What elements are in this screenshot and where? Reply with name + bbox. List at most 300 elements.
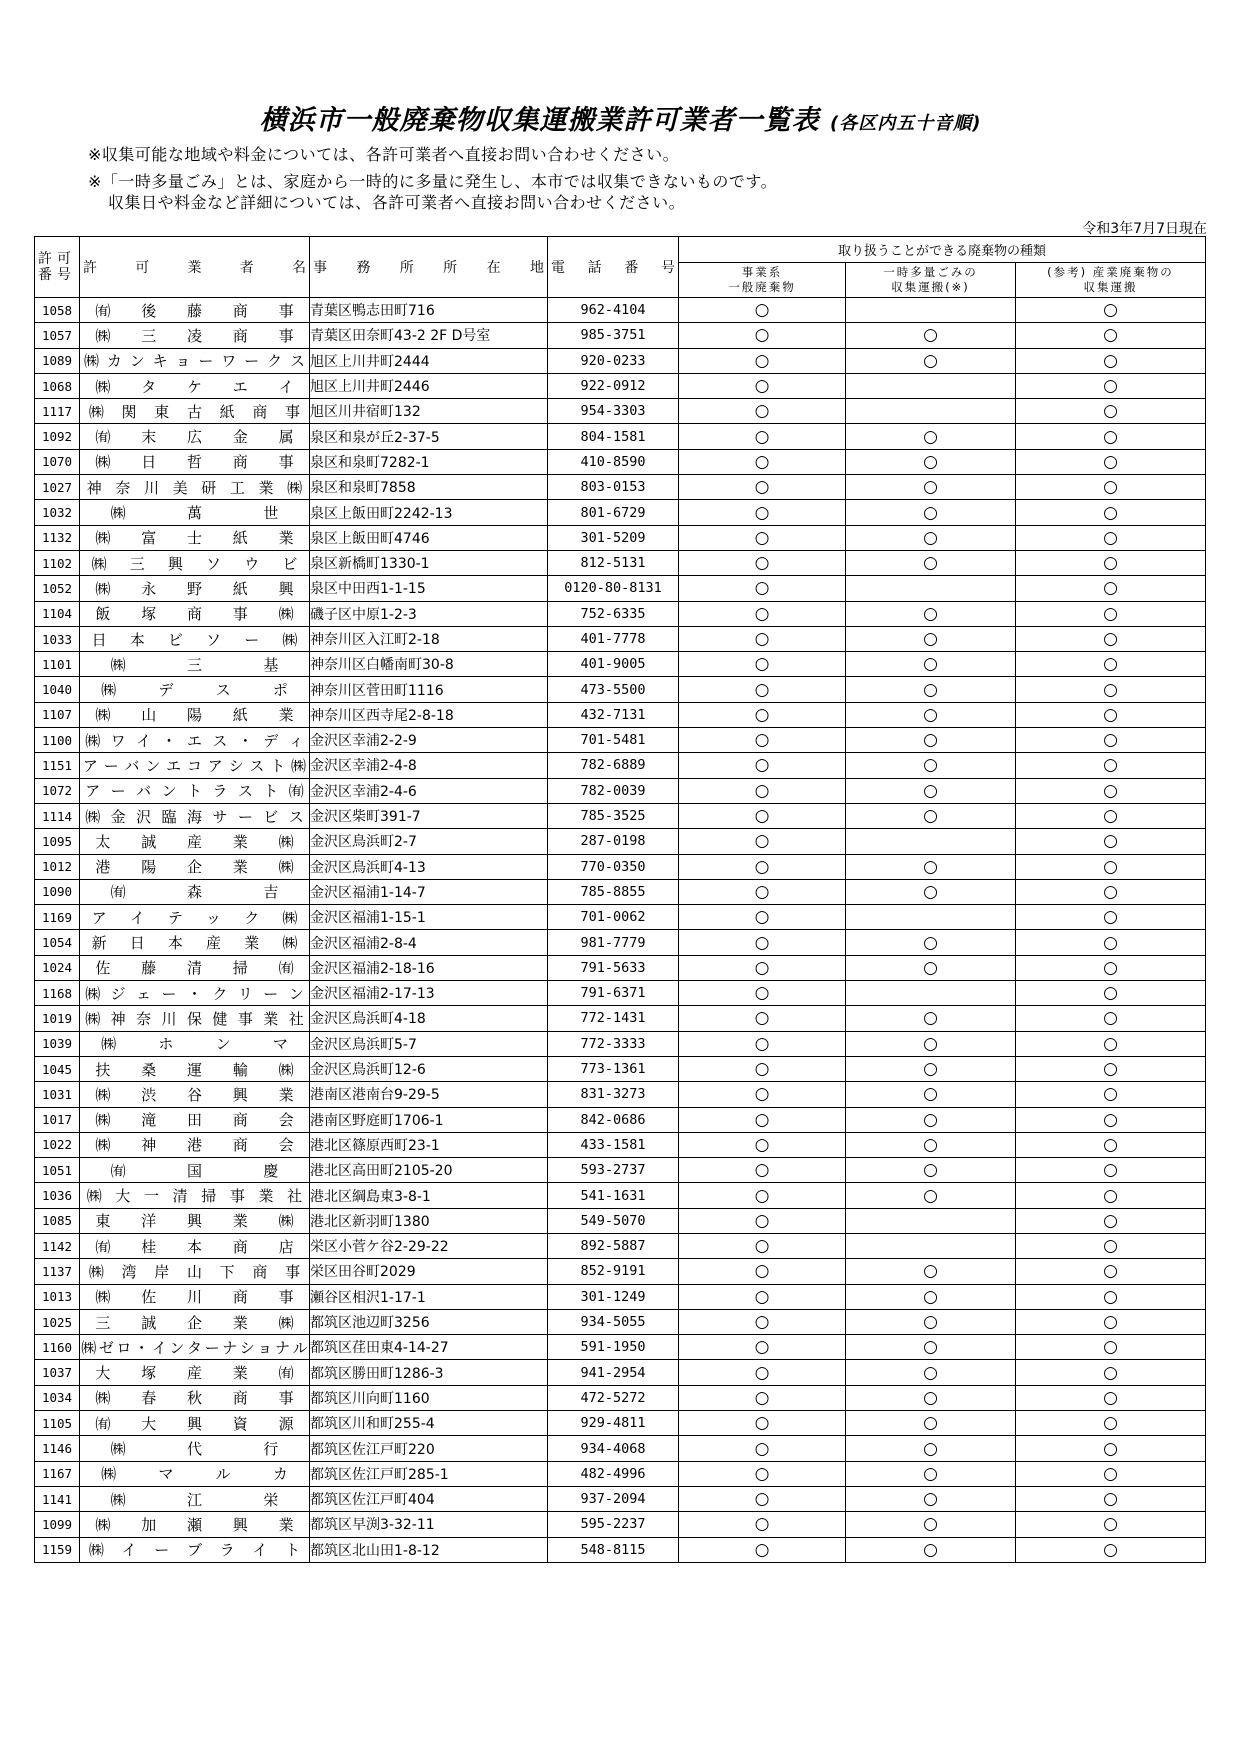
waste-type-mark-k3: ○ <box>1016 677 1206 702</box>
permit-number: 1031 <box>35 1082 80 1107</box>
phone-number: 962-4104 <box>548 298 679 323</box>
waste-type-mark-k3: ○ <box>1016 348 1206 373</box>
waste-type-mark-k3: ○ <box>1016 905 1206 930</box>
waste-type-mark-k1: ○ <box>679 1132 846 1157</box>
title-sub: (各区内五十音順) <box>829 113 982 134</box>
waste-type-mark-k3: ○ <box>1016 550 1206 575</box>
waste-type-mark-k1: ○ <box>679 1107 846 1132</box>
waste-type-mark-k1: ○ <box>679 1537 846 1562</box>
phone-number: 591-1950 <box>548 1335 679 1360</box>
table-row <box>35 879 1206 904</box>
note-3: 収集日や料金など詳細については、各許可業者へ直接お問い合わせください。 <box>108 193 686 212</box>
table-row <box>35 626 1206 651</box>
waste-type-mark-k2: ○ <box>846 753 1016 778</box>
waste-type-mark-k1: ○ <box>679 1208 846 1233</box>
waste-type-mark-k2: ○ <box>846 1132 1016 1157</box>
permit-number: 1085 <box>35 1208 80 1233</box>
waste-type-mark-k3: ○ <box>1016 1385 1206 1410</box>
waste-type-mark-k1: ○ <box>679 981 846 1006</box>
phone-number: 920-0233 <box>548 348 679 373</box>
licensee-name-text: 港 陽 企 業 ㈱ <box>95 858 294 877</box>
licensee-name-text: 太 誠 産 業 ㈱ <box>95 832 294 851</box>
waste-type-mark-k3: ○ <box>1016 323 1206 348</box>
waste-type-mark-k1: ○ <box>679 1486 846 1511</box>
waste-type-mark-k3: ○ <box>1016 702 1206 727</box>
waste-type-mark-k1: ○ <box>679 1183 846 1208</box>
licensee-name <box>80 1158 310 1183</box>
licensee-name <box>80 879 310 904</box>
phone-number: 701-5481 <box>548 728 679 753</box>
note-2: ※「一時多量ごみ」とは、家庭から一時的に多量に発生し、本市では収集できないものです。 <box>88 172 778 191</box>
licensee-name <box>80 348 310 373</box>
waste-type-mark-k3: ○ <box>1016 930 1206 955</box>
phone-number: 981-7779 <box>548 930 679 955</box>
licensee-name-text: 大 塚 産 業 ㈲ <box>95 1364 294 1383</box>
permit-number: 1017 <box>35 1107 80 1132</box>
waste-type-mark-k1: ○ <box>679 500 846 525</box>
permit-number: 1169 <box>35 905 80 930</box>
licensee-name-text: ア ー バ ン ト ラ ス ト ㈲ <box>85 782 304 801</box>
permit-number: 1114 <box>35 803 80 828</box>
phone-number: 934-4068 <box>548 1436 679 1461</box>
permit-number: 1022 <box>35 1132 80 1157</box>
phone-number: 785-3525 <box>548 803 679 828</box>
table-row <box>35 1233 1206 1258</box>
waste-type-mark-k1: ○ <box>679 1006 846 1031</box>
office-address: 神奈川区白幡南町30-8 <box>310 652 548 677</box>
licensee-name-text: ㈲ 桂 本 商 店 <box>95 1237 294 1256</box>
office-address: 神奈川区西寺尾2-8-18 <box>310 702 548 727</box>
permit-number: 1057 <box>35 323 80 348</box>
licensee-name <box>80 1385 310 1410</box>
licensee-name <box>80 601 310 626</box>
phone-number: 804-1581 <box>548 424 679 449</box>
office-address: 金沢区福浦2-18-16 <box>310 955 548 980</box>
table-row <box>35 1309 1206 1334</box>
phone-number: 772-1431 <box>548 1006 679 1031</box>
waste-type-mark-k1: ○ <box>679 905 846 930</box>
phone-number: 812-5131 <box>548 550 679 575</box>
phone-number: 791-6371 <box>548 981 679 1006</box>
waste-type-mark-k2: ○ <box>846 1335 1016 1360</box>
waste-type-mark-k2: ○ <box>846 348 1016 373</box>
office-address: 金沢区鳥浜町4-13 <box>310 854 548 879</box>
phone-number: 773-1361 <box>548 1056 679 1081</box>
table-row <box>35 1537 1206 1562</box>
licensee-name-text: ㈱ 永 野 紙 興 <box>95 579 294 598</box>
licensee-name-text: 神 奈 川 美 研 工 業 ㈱ <box>86 478 303 497</box>
licensee-name <box>80 1537 310 1562</box>
table-row <box>35 930 1206 955</box>
table-row <box>35 778 1206 803</box>
waste-type-mark-k3: ○ <box>1016 1259 1206 1284</box>
as-of-date: 令和3年7月7日現在 <box>1082 221 1207 237</box>
waste-type-mark-k2: ○ <box>846 1183 1016 1208</box>
licensee-name <box>80 500 310 525</box>
phone-number: 410-8590 <box>548 449 679 474</box>
phone-number: 595-2237 <box>548 1512 679 1537</box>
waste-type-mark-k2: ○ <box>846 550 1016 575</box>
waste-type-mark-k3: ○ <box>1016 753 1206 778</box>
waste-type-mark-k3: ○ <box>1016 955 1206 980</box>
waste-type-mark-k3: ○ <box>1016 1183 1206 1208</box>
waste-type-mark-k3: ○ <box>1016 1056 1206 1081</box>
phone-number: 548-8115 <box>548 1537 679 1562</box>
waste-type-mark-k2 <box>846 1208 1016 1233</box>
phone-number: 752-6335 <box>548 601 679 626</box>
table-row <box>35 348 1206 373</box>
permit-number: 1013 <box>35 1284 80 1309</box>
office-address: 都筑区佐江戸町220 <box>310 1436 548 1461</box>
permit-number: 1117 <box>35 399 80 424</box>
licensee-name <box>80 1360 310 1385</box>
permit-number: 1142 <box>35 1233 80 1258</box>
waste-type-mark-k2 <box>846 829 1016 854</box>
waste-type-mark-k3: ○ <box>1016 1512 1206 1537</box>
waste-type-mark-k2: ○ <box>846 500 1016 525</box>
waste-type-mark-k3: ○ <box>1016 1461 1206 1486</box>
waste-type-mark-k1: ○ <box>679 1031 846 1056</box>
waste-type-mark-k1: ○ <box>679 1233 846 1258</box>
permit-number: 1105 <box>35 1411 80 1436</box>
header-address: 事 務 所 所 在 地 <box>310 237 548 298</box>
office-address: 泉区和泉町7858 <box>310 475 548 500</box>
waste-type-mark-k3: ○ <box>1016 829 1206 854</box>
phone-number: 473-5500 <box>548 677 679 702</box>
office-address: 磯子区中原1-2-3 <box>310 601 548 626</box>
phone-number: 852-9191 <box>548 1259 679 1284</box>
office-address: 港北区新羽町1380 <box>310 1208 548 1233</box>
office-address: 港北区高田町2105-20 <box>310 1158 548 1183</box>
office-address: 都筑区池辺町3256 <box>310 1309 548 1334</box>
table-row <box>35 424 1206 449</box>
licensee-name-text: ㈱ 大 一 清 掃 事 業 社 <box>86 1187 303 1206</box>
licensee-name <box>80 1082 310 1107</box>
table-row <box>35 475 1206 500</box>
licensee-name-text: ㈱ 神 港 商 会 <box>95 1136 294 1155</box>
phone-number: 842-0686 <box>548 1107 679 1132</box>
office-address: 神奈川区菅田町1116 <box>310 677 548 702</box>
phone-number: 785-8855 <box>548 879 679 904</box>
phone-number: 985-3751 <box>548 323 679 348</box>
waste-type-mark-k2: ○ <box>846 1056 1016 1081</box>
table-row <box>35 1259 1206 1284</box>
waste-type-mark-k1: ○ <box>679 424 846 449</box>
permit-number: 1101 <box>35 652 80 677</box>
permit-number: 1167 <box>35 1461 80 1486</box>
phone-number: 0120-80-8131 <box>548 576 679 601</box>
permit-number: 1012 <box>35 854 80 879</box>
waste-type-mark-k1: ○ <box>679 348 846 373</box>
licensee-name-text: ア ー バ ン エ コ ア シ ス ト ㈱ <box>82 756 307 775</box>
waste-type-mark-k1: ○ <box>679 550 846 575</box>
waste-type-mark-k2: ○ <box>846 1006 1016 1031</box>
waste-type-mark-k2: ○ <box>846 728 1016 753</box>
permit-number: 1090 <box>35 879 80 904</box>
licensee-name <box>80 1208 310 1233</box>
table-row <box>35 1056 1206 1081</box>
office-address: 金沢区鳥浜町4-18 <box>310 1006 548 1031</box>
office-address: 栄区田谷町2029 <box>310 1259 548 1284</box>
licensee-name <box>80 753 310 778</box>
waste-type-mark-k2 <box>846 298 1016 323</box>
office-address: 栄区小菅ケ谷2-29-22 <box>310 1233 548 1258</box>
waste-type-mark-k1: ○ <box>679 930 846 955</box>
phone-number: 287-0198 <box>548 829 679 854</box>
waste-type-mark-k2: ○ <box>846 1259 1016 1284</box>
licensee-name-text: ㈱ デ ス ポ <box>101 681 288 700</box>
licensee-name <box>80 1461 310 1486</box>
office-address: 都筑区川和町255-4 <box>310 1411 548 1436</box>
table-row <box>35 1385 1206 1410</box>
waste-type-mark-k3: ○ <box>1016 1233 1206 1258</box>
office-address: 泉区和泉町7282-1 <box>310 449 548 474</box>
waste-type-mark-k2: ○ <box>846 1284 1016 1309</box>
table-row <box>35 981 1206 1006</box>
licensee-name <box>80 955 310 980</box>
waste-type-mark-k2 <box>846 576 1016 601</box>
licensee-name-text: ㈲ 大 興 資 源 <box>95 1414 294 1433</box>
licensee-name-text: ㈱ カ ン キ ョ ー ワ ー ク ス <box>83 352 305 371</box>
table-row <box>35 1031 1206 1056</box>
phone-number: 549-5070 <box>548 1208 679 1233</box>
waste-type-mark-k1: ○ <box>679 803 846 828</box>
table-row <box>35 550 1206 575</box>
table-row <box>35 323 1206 348</box>
licensee-name <box>80 424 310 449</box>
header-kinds: 取り扱うことができる廃棄物の種類 <box>679 237 1206 263</box>
table-row <box>35 652 1206 677</box>
permit-number: 1058 <box>35 298 80 323</box>
office-address: 金沢区福浦2-17-13 <box>310 981 548 1006</box>
waste-type-mark-k3: ○ <box>1016 601 1206 626</box>
waste-type-mark-k1: ○ <box>679 323 846 348</box>
licensee-name-text: ㈱ ワ イ ・ エ ス ・ デ ィ <box>85 731 304 750</box>
licensee-name <box>80 981 310 1006</box>
licensee-name <box>80 829 310 854</box>
waste-type-mark-k1: ○ <box>679 525 846 550</box>
waste-type-mark-k2: ○ <box>846 1537 1016 1562</box>
waste-type-mark-k1: ○ <box>679 652 846 677</box>
waste-type-mark-k3: ○ <box>1016 1335 1206 1360</box>
table-row <box>35 677 1206 702</box>
table-row <box>35 601 1206 626</box>
phone-number: 401-7778 <box>548 626 679 651</box>
waste-type-mark-k1: ○ <box>679 449 846 474</box>
waste-type-mark-k3: ○ <box>1016 500 1206 525</box>
waste-type-mark-k3: ○ <box>1016 879 1206 904</box>
waste-type-mark-k2 <box>846 981 1016 1006</box>
office-address: 金沢区福浦2-8-4 <box>310 930 548 955</box>
licensee-name-text: ㈱ 日 哲 商 事 <box>95 453 294 472</box>
waste-type-mark-k3: ○ <box>1016 576 1206 601</box>
waste-type-mark-k1: ○ <box>679 955 846 980</box>
permit-number: 1168 <box>35 981 80 1006</box>
waste-type-mark-k1: ○ <box>679 626 846 651</box>
licensee-name <box>80 1233 310 1258</box>
licensee-name-text: ㈱ 三 凌 商 事 <box>95 326 294 345</box>
licensee-name <box>80 449 310 474</box>
permit-number: 1160 <box>35 1335 80 1360</box>
licensee-name <box>80 905 310 930</box>
waste-type-mark-k1: ○ <box>679 1284 846 1309</box>
office-address: 都筑区北山田1-8-12 <box>310 1537 548 1562</box>
waste-type-mark-k3: ○ <box>1016 1082 1206 1107</box>
office-address: 金沢区幸浦2-4-8 <box>310 753 548 778</box>
permit-number: 1040 <box>35 677 80 702</box>
waste-type-mark-k3: ○ <box>1016 1158 1206 1183</box>
waste-type-mark-k3: ○ <box>1016 1107 1206 1132</box>
waste-type-mark-k2: ○ <box>846 1158 1016 1183</box>
waste-type-mark-k2: ○ <box>846 1512 1016 1537</box>
licensee-name <box>80 525 310 550</box>
waste-type-mark-k2: ○ <box>846 1486 1016 1511</box>
licensee-name-text: 日 本 ビ ソ ー ㈱ <box>91 630 298 649</box>
phone-number: 701-0062 <box>548 905 679 930</box>
waste-type-mark-k3: ○ <box>1016 1132 1206 1157</box>
licensee-name <box>80 1006 310 1031</box>
licensee-name <box>80 1335 310 1360</box>
licensee-name <box>80 1436 310 1461</box>
table-row <box>35 1132 1206 1157</box>
phone-number: 803-0153 <box>548 475 679 500</box>
phone-number: 892-5887 <box>548 1233 679 1258</box>
table-row <box>35 1335 1206 1360</box>
table-row <box>35 1082 1206 1107</box>
header-kind-general: 事業系 一般廃棄物 <box>679 263 846 298</box>
office-address: 金沢区鳥浜町12-6 <box>310 1056 548 1081</box>
licensee-name <box>80 1259 310 1284</box>
waste-type-mark-k3: ○ <box>1016 525 1206 550</box>
waste-type-mark-k2 <box>846 399 1016 424</box>
waste-type-mark-k1: ○ <box>679 1082 846 1107</box>
phone-number: 432-7131 <box>548 702 679 727</box>
phone-number: 541-1631 <box>548 1183 679 1208</box>
table-row <box>35 449 1206 474</box>
licensee-name-text: ㈱ ジ ェ ー ・ ク リ ー ン <box>85 984 304 1003</box>
waste-type-mark-k2: ○ <box>846 702 1016 727</box>
table-row <box>35 829 1206 854</box>
permit-table <box>34 236 1206 1563</box>
licensee-name-text: ㈱ 富 士 紙 業 <box>95 529 294 548</box>
office-address: 瀬谷区相沢1-17-1 <box>310 1284 548 1309</box>
office-address: 都筑区早渕3-32-11 <box>310 1512 548 1537</box>
waste-type-mark-k1: ○ <box>679 1259 846 1284</box>
table-row <box>35 803 1206 828</box>
licensee-name <box>80 1132 310 1157</box>
phone-number: 433-1581 <box>548 1132 679 1157</box>
licensee-name-text: ㈱ 代 行 <box>110 1440 279 1458</box>
waste-type-mark-k3: ○ <box>1016 1360 1206 1385</box>
waste-type-mark-k2: ○ <box>846 1461 1016 1486</box>
licensee-name-text: ㈲ 末 広 金 属 <box>95 428 294 447</box>
table-row <box>35 1411 1206 1436</box>
licensee-name <box>80 702 310 727</box>
waste-type-mark-k2 <box>846 1233 1016 1258</box>
table-row <box>35 905 1206 930</box>
header-kind-industrial: (参考) 産業廃棄物の 収集運搬 <box>1016 263 1206 298</box>
table-row <box>35 1107 1206 1132</box>
table-row <box>35 298 1206 323</box>
waste-type-mark-k1: ○ <box>679 399 846 424</box>
waste-type-mark-k2: ○ <box>846 475 1016 500</box>
licensee-name-text: ㈲ 森 吉 <box>110 883 279 902</box>
waste-type-mark-k1: ○ <box>679 753 846 778</box>
waste-type-mark-k2: ○ <box>846 854 1016 879</box>
waste-type-mark-k1: ○ <box>679 829 846 854</box>
office-address: 金沢区幸浦2-2-9 <box>310 728 548 753</box>
waste-type-mark-k2: ○ <box>846 778 1016 803</box>
licensee-name <box>80 652 310 677</box>
office-address: 泉区上飯田町4746 <box>310 525 548 550</box>
waste-type-mark-k1: ○ <box>679 1056 846 1081</box>
waste-type-mark-k3: ○ <box>1016 981 1206 1006</box>
phone-number: 301-1249 <box>548 1284 679 1309</box>
phone-number: 831-3273 <box>548 1082 679 1107</box>
office-address: 港北区篠原西町23-1 <box>310 1132 548 1157</box>
office-address: 旭区上川井町2444 <box>310 348 548 373</box>
office-address: 泉区中田西1-1-15 <box>310 576 548 601</box>
waste-type-mark-k2: ○ <box>846 449 1016 474</box>
permit-number: 1033 <box>35 626 80 651</box>
licensee-name-text: ㈱ イ ー ブ ラ イ ト <box>88 1541 301 1560</box>
waste-type-mark-k2: ○ <box>846 1360 1016 1385</box>
permit-number: 1051 <box>35 1158 80 1183</box>
licensee-name <box>80 803 310 828</box>
permit-number: 1151 <box>35 753 80 778</box>
licensee-name-text: 三 誠 企 業 ㈱ <box>95 1313 294 1332</box>
waste-type-mark-k1: ○ <box>679 1512 846 1537</box>
office-address: 都筑区佐江戸町404 <box>310 1486 548 1511</box>
licensee-name-text: ㈱ 三 興 ソ ウ ビ <box>91 554 298 573</box>
table-row <box>35 955 1206 980</box>
office-address: 神奈川区入江町2-18 <box>310 626 548 651</box>
waste-type-mark-k3: ○ <box>1016 1284 1206 1309</box>
table-row <box>35 1360 1206 1385</box>
waste-type-mark-k2: ○ <box>846 652 1016 677</box>
licensee-name-text: ㈱ 加 瀬 興 業 <box>95 1515 294 1534</box>
waste-type-mark-k3: ○ <box>1016 1309 1206 1334</box>
waste-type-mark-k3: ○ <box>1016 1411 1206 1436</box>
waste-type-mark-k2: ○ <box>846 525 1016 550</box>
licensee-name <box>80 626 310 651</box>
phone-number: 929-4811 <box>548 1411 679 1436</box>
office-address: 都筑区勝田町1286-3 <box>310 1360 548 1385</box>
licensee-name <box>80 1309 310 1334</box>
phone-number: 770-0350 <box>548 854 679 879</box>
permit-number: 1104 <box>35 601 80 626</box>
licensee-name-text: ㈱ マ ル カ <box>101 1465 288 1484</box>
waste-type-mark-k2: ○ <box>846 424 1016 449</box>
office-address: 泉区新橋町1330-1 <box>310 550 548 575</box>
waste-type-mark-k1: ○ <box>679 677 846 702</box>
office-address: 青葉区田奈町43-2 2F D号室 <box>310 323 548 348</box>
waste-type-mark-k1: ○ <box>679 298 846 323</box>
table-row <box>35 1512 1206 1537</box>
table-row <box>35 1208 1206 1233</box>
waste-type-mark-k3: ○ <box>1016 1208 1206 1233</box>
phone-number: 801-6729 <box>548 500 679 525</box>
waste-type-mark-k1: ○ <box>679 601 846 626</box>
phone-number: 301-5209 <box>548 525 679 550</box>
waste-type-mark-k3: ○ <box>1016 298 1206 323</box>
waste-type-mark-k1: ○ <box>679 1436 846 1461</box>
licensee-name-text: ㈱ 山 陽 紙 業 <box>95 706 294 725</box>
permit-number: 1072 <box>35 778 80 803</box>
office-address: 都筑区荏田東4-14-27 <box>310 1335 548 1360</box>
office-address: 都筑区佐江戸町285-1 <box>310 1461 548 1486</box>
waste-type-mark-k1: ○ <box>679 1360 846 1385</box>
